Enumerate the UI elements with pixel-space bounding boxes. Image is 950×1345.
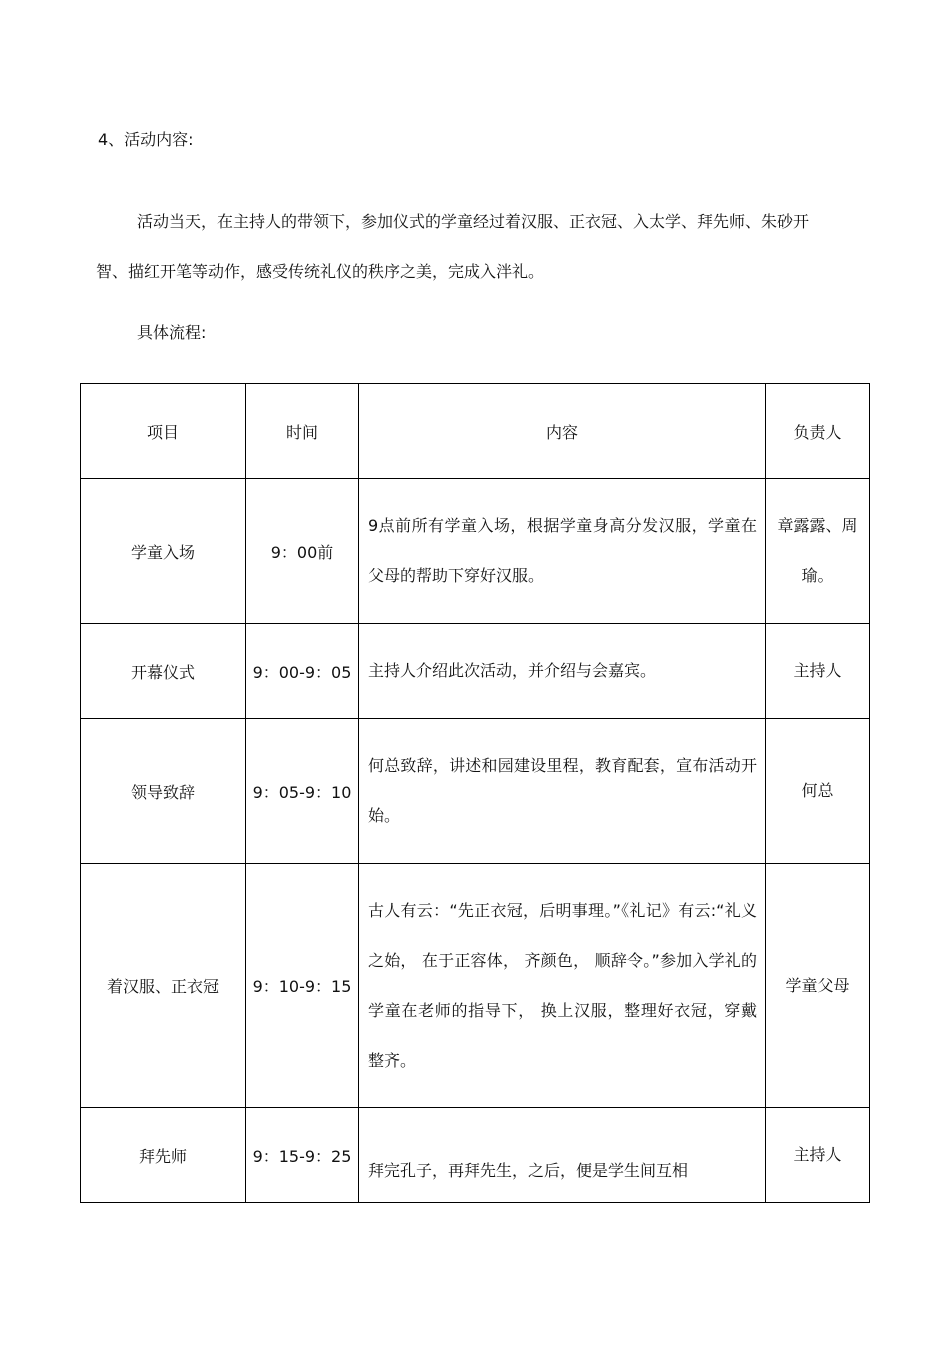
cell-person: 主持人 <box>766 1108 870 1203</box>
cell-item: 学童入场 <box>81 479 246 624</box>
header-time: 时间 <box>246 384 359 479</box>
table-row <box>81 1108 870 1203</box>
schedule-table <box>80 383 870 1203</box>
header-content: 内容 <box>359 384 766 479</box>
table-row <box>81 624 870 719</box>
header-person: 负责人 <box>766 384 870 479</box>
cell-person: 学童父母 <box>766 864 870 1108</box>
cell-time: 9：10-9：15 <box>246 864 359 1108</box>
cell-person: 章露露、周瑜。 <box>766 479 870 624</box>
table-row <box>81 479 870 624</box>
header-item: 项目 <box>81 384 246 479</box>
cell-item: 拜先师 <box>81 1108 246 1203</box>
cell-item: 着汉服、正衣冠 <box>81 864 246 1108</box>
table-row <box>81 719 870 864</box>
cell-content: 何总致辞，讲述和园建设里程，教育配套，宣布活动开始。 <box>359 719 766 864</box>
cell-item: 开幕仪式 <box>81 624 246 719</box>
cell-time: 9：00-9：05 <box>246 624 359 719</box>
flow-label: 具体流程: <box>137 323 207 342</box>
cell-time: 9：00前 <box>246 479 359 624</box>
cell-content: 9点前所有学童入场，根据学童身高分发汉服，学童在父母的帮助下穿好汉服。 <box>359 479 766 624</box>
section-heading: 4、活动内容: <box>98 130 194 149</box>
cell-time: 9：05-9：10 <box>246 719 359 864</box>
cell-person: 何总 <box>766 719 870 864</box>
cell-item: 领导致辞 <box>81 719 246 864</box>
cell-time: 9：15-9：25 <box>246 1108 359 1203</box>
cell-person: 主持人 <box>766 624 870 719</box>
cell-content: 古人有云：“先正衣冠，后明事理。”《礼记》有云:“礼义之始， 在于正容体， 齐颜色， 顺辞令。”参加入学礼的学童在老师的指导下， 换上汉服，整理好衣冠，穿戴整齐。 <box>359 864 766 1108</box>
cell-content: 主持人介绍此次活动，并介绍与会嘉宾。 <box>359 624 766 719</box>
table-row <box>81 864 870 1108</box>
intro-paragraph: 活动当天，在主持人的带领下，参加仪式的学童经过着汉服、正衣冠、入太学、拜先师、朱砂开智、描红开笔等动作，感受传统礼仪的秩序之美，完成入泮礼。 <box>96 212 810 281</box>
cell-content: 拜完孔子，再拜先生，之后，便是学生间互相 <box>359 1108 766 1203</box>
table-header-row <box>81 384 870 479</box>
